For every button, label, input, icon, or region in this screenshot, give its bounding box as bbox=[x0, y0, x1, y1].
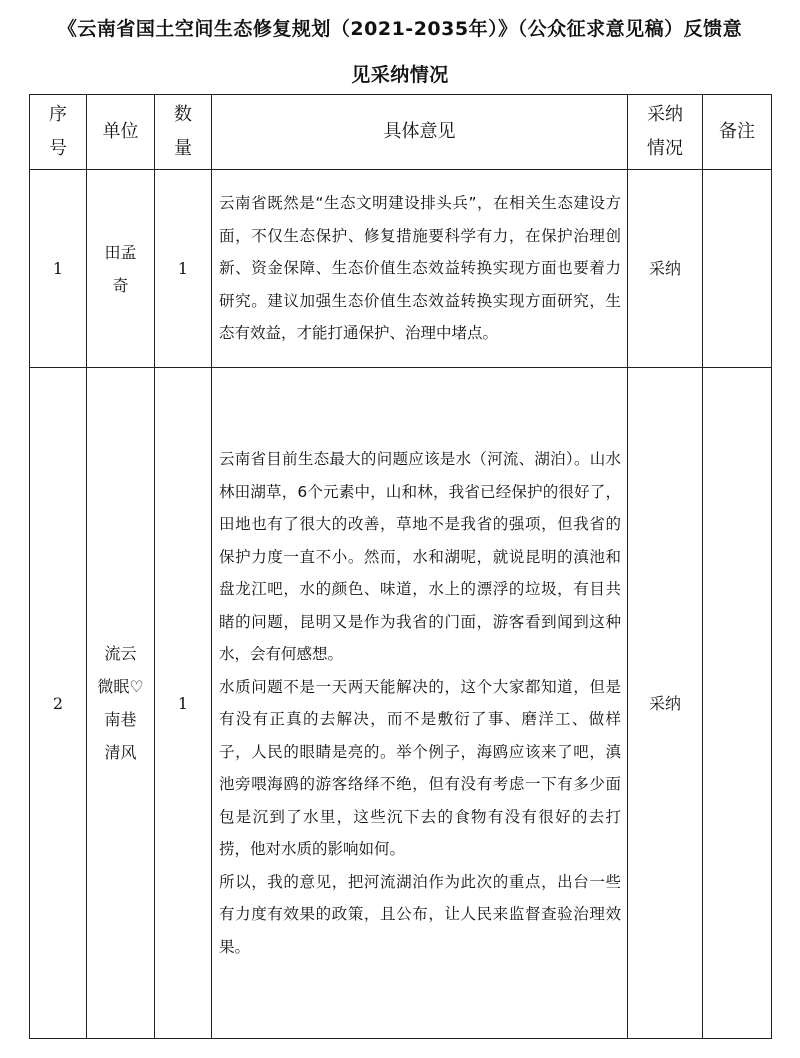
feedback-table bbox=[29, 94, 772, 1039]
opinion-paragraph: 云南省目前生态最大的问题应该是水（河流、湖泊）。山水林田湖草，6个元素中，山和林，我省已经保护的很好了，田地也有了很大的改善，草地不是我省的强项，但我省的保护力度一直不小。然而，水和湖呢，就说昆明的滇池和盘龙江吧，水的颜色、味道，水上的漂浮的垃圾，有目共睹的问题，昆明又是作为我省的门面，游客看到闻到这种水，会有何感想。 bbox=[219, 450, 621, 663]
header-serial-number-line: 序 bbox=[49, 104, 67, 125]
row-unit bbox=[87, 170, 155, 368]
table-row bbox=[30, 170, 772, 368]
row-unit bbox=[87, 368, 155, 1039]
header-serial-number bbox=[30, 95, 87, 170]
header-count-line: 量 bbox=[174, 138, 192, 159]
row-opinion bbox=[212, 368, 628, 1039]
header-remark: 备注 bbox=[703, 95, 772, 170]
header-adoption-status-line: 采纳 bbox=[647, 104, 683, 125]
row-serial-number: 1 bbox=[30, 170, 87, 368]
row-unit-line: 奇 bbox=[112, 275, 129, 295]
row-count: 1 bbox=[155, 368, 212, 1039]
header-row bbox=[30, 95, 772, 170]
header-count-line: 数 bbox=[174, 104, 192, 125]
opinion-paragraph: 水质问题不是一天两天能解决的，这个大家都知道，但是有没有正真的去解决，而不是敷衍了事、磨洋工、做样子，人民的眼睛是亮的。举个例子，海鸥应该来了吧，滇池旁喂海鸥的游客络绎不绝，但有没有考虑一下有多少面包是沉到了水里，这些沉下去的食物有没有很好的去打捞，他对水质的影响如何。 bbox=[219, 677, 621, 858]
row-unit-line: 南巷 bbox=[104, 710, 137, 729]
row-unit-line: 流云 bbox=[104, 644, 137, 663]
header-adoption-status bbox=[628, 95, 703, 170]
row-adoption-status: 采纳 bbox=[628, 368, 703, 1039]
row-opinion bbox=[212, 170, 628, 368]
row-unit-line: 微眠♡ bbox=[97, 677, 144, 696]
row-remark bbox=[703, 368, 772, 1039]
header-serial-number-line: 号 bbox=[49, 138, 67, 159]
document-title-line-2: 见采纳情况 bbox=[351, 64, 449, 86]
opinion-paragraph: 所以，我的意见，把河流湖泊作为此次的重点，出台一些有力度有效果的政策，且公布，让人民来监督查验治理效果。 bbox=[219, 872, 621, 956]
row-adoption-status: 采纳 bbox=[628, 170, 703, 368]
row-remark bbox=[703, 170, 772, 368]
row-serial-number: 2 bbox=[30, 368, 87, 1039]
row-unit-line: 田孟 bbox=[104, 242, 137, 262]
header-opinion: 具体意见 bbox=[212, 95, 628, 170]
row-unit-line: 清风 bbox=[104, 743, 137, 762]
header-unit: 单位 bbox=[87, 95, 155, 170]
header-adoption-status-line: 情况 bbox=[647, 138, 683, 159]
header-count bbox=[155, 95, 212, 170]
table-row bbox=[30, 368, 772, 1039]
document-title-line-1: 《云南省国土空间生态修复规划（2021-2035年）》（公众征求意见稿）反馈意 bbox=[57, 18, 743, 40]
opinion-paragraph: 云南省既然是“生态文明建设排头兵”，在相关生态建设方面，不仅生态保护、修复措施要科学有力，在保护治理创新、资金保障、生态价值生态效益转换实现方面也要着力研究。建议加强生态价值生态效益转换实现方面研究，生态有效益，才能打通保护、治理中堵点。 bbox=[219, 194, 621, 343]
row-count: 1 bbox=[155, 170, 212, 368]
